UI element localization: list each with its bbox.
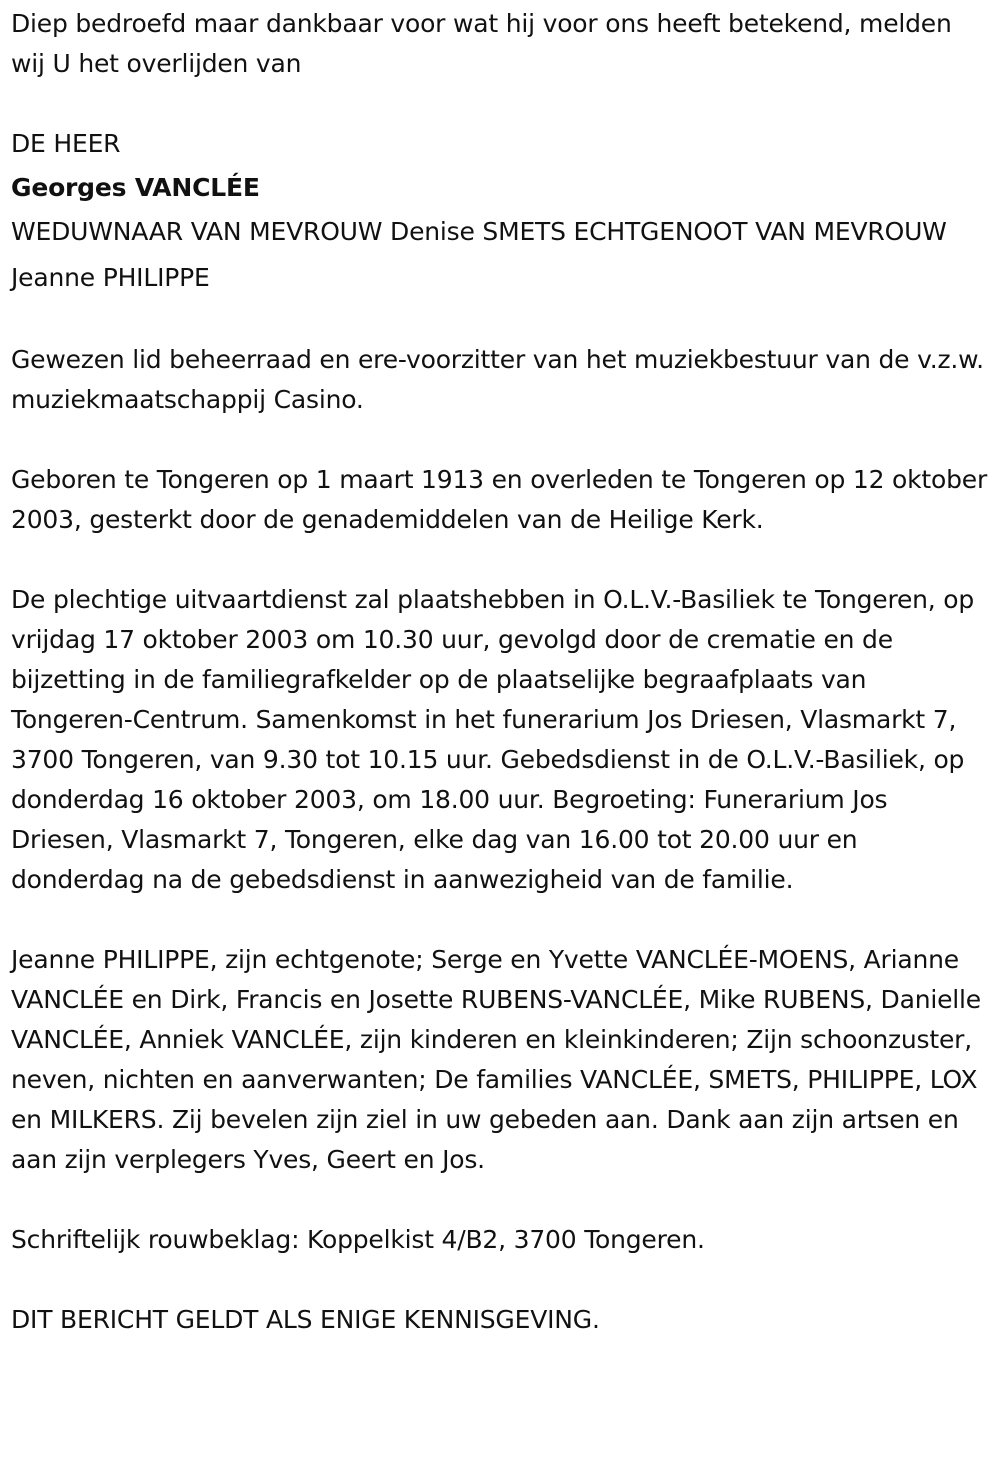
condolences-paragraph: Schriftelijk rouwbeklag: Koppelkist 4/B2, 3700 Tongeren.: [11, 1225, 705, 1254]
birth-death-paragraph: Geboren te Tongeren op 1 maart 1913 en overleden te Tongeren op 12 oktober 2003, gesterkt door de genademiddelen van de Heilige Kerk.: [11, 465, 988, 534]
deceased-name: Georges VANCLÉE: [11, 173, 260, 202]
honorific: DE HEER: [11, 129, 121, 158]
marital-status: WEDUWNAAR VAN MEVROUW Denise SMETS ECHTGENOOT VAN MEVROUW: [11, 217, 947, 246]
intro-paragraph: Diep bedroefd maar dankbaar voor wat hij voor ons heeft betekend, melden wij U het overlijden van: [11, 9, 952, 78]
obituary-notice: [11, 4, 991, 1340]
closing-line: DIT BERICHT GELDT ALS ENIGE KENNISGEVING.: [11, 1305, 600, 1334]
funeral-paragraph: De plechtige uitvaartdienst zal plaatshebben in O.L.V.-Basiliek te Tongeren, op vrijdag 17 oktober 2003 om 10.30 uur, gevolgd door de crematie en de bijzetting in de familiegrafkelder op de plaatselijke begraafplaats van Tongeren-Centrum. Samenkomst in het funerarium Jos Driesen, Vlasmarkt 7, 3700 Tongeren, van 9.30 tot 10.15 uur. Gebedsdienst in de O.L.V.-Basiliek, op donderdag 16 oktober 2003, om 18.00 uur. Begroeting: Funerarium Jos Driesen, Vlasmarkt 7, Tongeren, elke dag van 16.00 tot 20.00 uur en donderdag na de gebedsdienst in aanwezigheid van de familie.: [11, 585, 975, 894]
function-paragraph: Gewezen lid beheerraad en ere-voorzitter van het muziekbestuur van de v.z.w. muziekmaatschappij Casino.: [11, 345, 984, 414]
spouse-name: Jeanne PHILIPPE: [11, 263, 210, 292]
family-paragraph: Jeanne PHILIPPE, zijn echtgenote; Serge en Yvette VANCLÉE-MOENS, Arianne VANCLÉE en Dirk, Francis en Josette RUBENS-VANCLÉE, Mike RUBENS, Danielle VANCLÉE, Anniek VANCLÉE, zijn kinderen en kleinkinderen; Zijn schoonzuster, neven, nichten en aanverwanten; De families VANCLÉE, SMETS, PHILIPPE, LOX en MILKERS. Zij bevelen zijn ziel in uw gebeden aan. Dank aan zijn artsen en aan zijn verplegers Yves, Geert en Jos.: [11, 945, 981, 1174]
